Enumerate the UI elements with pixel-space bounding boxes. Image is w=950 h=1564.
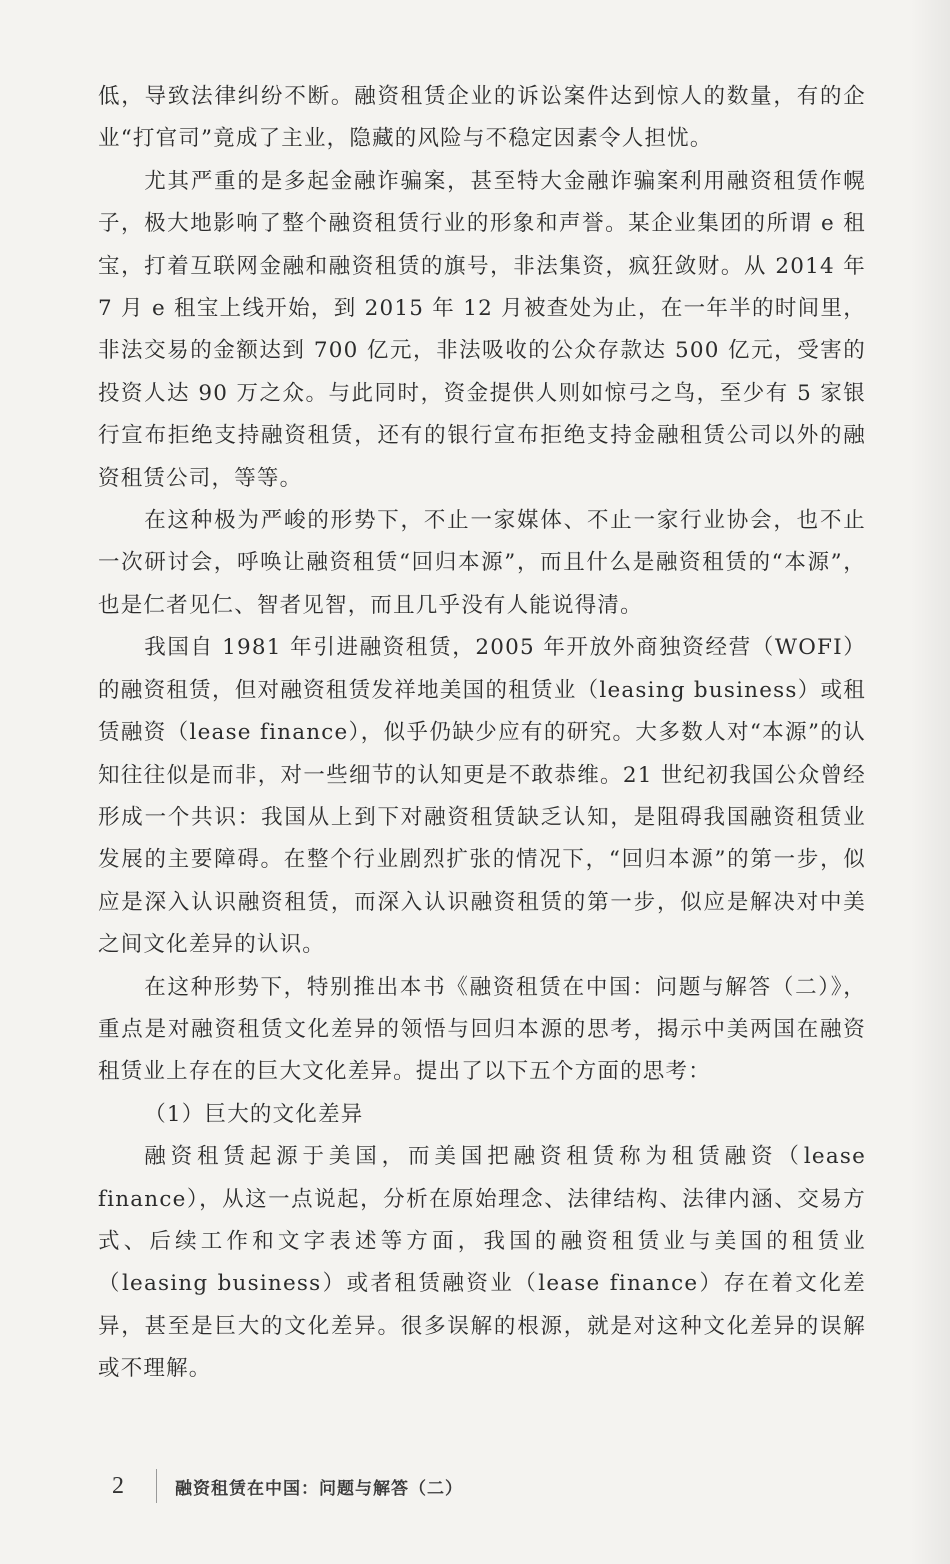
- section-heading: （1）巨大的文化差异: [144, 1101, 364, 1127]
- paragraph: 尤其严重的是多起金融诈骗案，甚至特大金融诈骗案利用融资租赁作幌子，极大地影响了整个融资租赁行业的形象和声誉。某企业集团的所谓 e 租宝，打着互联网金融和融资租赁的旗号，非法集资，疯狂敛财。从 2014 年 7 月 e 租宝上线开始，到 2015 年 12 月被查处为止，在一年半的时间里，非法交易的金额达到 700 亿元，非法吸收的公众存款达 500 亿元，受害的投资人达 90 万之众。与此同时，资金提供人则如惊弓之鸟，至少有 5 家银行宣布拒绝支持融资租赁，还有的银行宣布拒绝支持金融租赁公司以外的融资租赁公司，等等。: [98, 168, 866, 491]
- page-footer: [112, 1466, 463, 1506]
- paragraph: 融资租赁起源于美国，而美国把融资租赁称为租赁融资（lease finance），从这一点说起，分析在原始理念、法律结构、法律内涵、交易方式、后续工作和文字表述等方面，我国的融资租赁业与美国的租赁业（leasing business）或者租赁融资业（lease finance）存在着文化差异，甚至是巨大的文化差异。很多误解的根源，就是对这种文化差异的误解或不理解。: [98, 1144, 866, 1382]
- running-title: 融资租赁在中国：问题与解答（二）: [175, 1478, 463, 1499]
- paragraph: 在这种极为严峻的形势下，不止一家媒体、不止一家行业协会，也不止一次研讨会，呼唤让融资租赁“回归本源”，而且什么是融资租赁的“本源”，也是仁者见仁、智者见智，而且几乎没有人能说得清。: [98, 508, 866, 618]
- page-edge-shadow: [910, 0, 950, 1564]
- paragraph: 在这种形势下，特别推出本书《融资租赁在中国：问题与解答（二）》，重点是对融资租赁文化差异的领悟与回归本源的思考，揭示中美两国在融资租赁业上存在的巨大文化差异。提出了以下五个方面的思考：: [98, 974, 866, 1085]
- footer-divider: [156, 1469, 157, 1503]
- paragraph: 我国自 1981 年引进融资租赁，2005 年开放外商独资经营（WOFI）的融资租赁，但对融资租赁发祥地美国的租赁业（leasing business）或租赁融资（lease finance），似乎仍缺少应有的研究。大多数人对“本源”的认知往往似是而非，对一些细节的认知更是不敢恭维。21 世纪初我国公众曾经形成一个共识：我国从上到下对融资租赁缺乏认知，是阻碍我国融资租赁业发展的主要障碍。在整个行业剧烈扩张的情况下，“回归本源”的第一步，似应是深入认识融资租赁，而深入认识融资租赁的第一步，似应是解决对中美之间文化差异的认识。: [98, 635, 866, 958]
- paragraph: 低，导致法律纠纷不断。融资租赁企业的诉讼案件达到惊人的数量，有的企业“打官司”竟成了主业，隐藏的风险与不稳定因素令人担忧。: [98, 84, 866, 152]
- page-number: 2: [112, 1472, 124, 1499]
- body-text: [98, 76, 866, 1391]
